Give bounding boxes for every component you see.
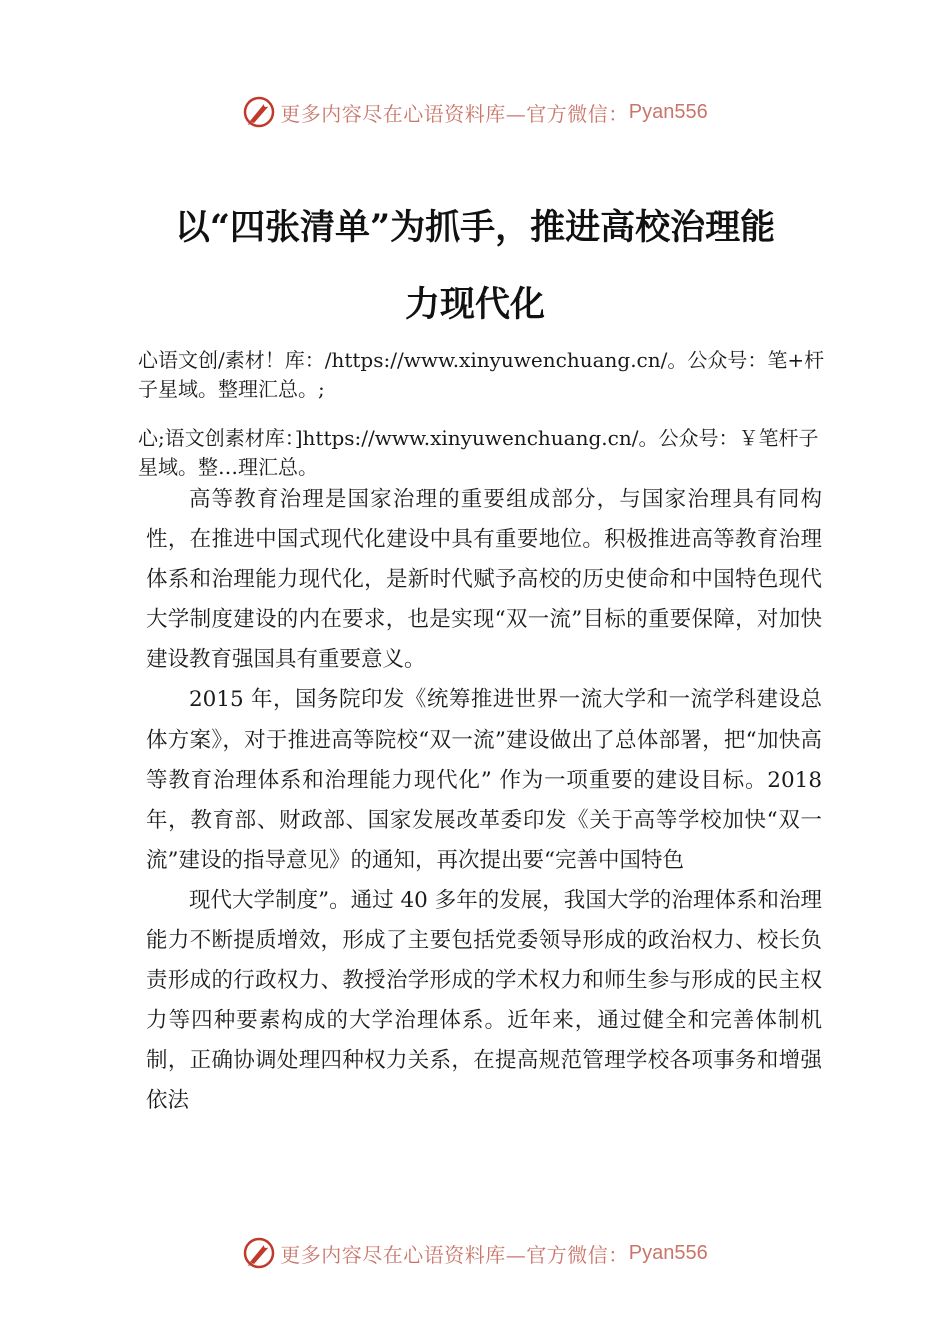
pen-logo-icon bbox=[242, 95, 276, 129]
header-banner bbox=[0, 92, 950, 132]
source-line-2: 心;语文创素材库：]https://www.xinyuwenchuang.cn/。公众号：￥笔杆子星域。整…理汇总。 bbox=[138, 426, 819, 479]
pen-logo-icon bbox=[242, 1236, 276, 1270]
paragraph-3: 现代大学制度”。通过 40 多年的发展，我国大学的治理体系和治理能力不断提质增效，形成了主要包括党委领导形成的政治权力、校长负责形成的行政权力、教授治学形成的学术权力和师生参与形成的民主权力等四种要素构成的大学治理体系。近年来，通过健全和完善体制机制，正确协调处理四种权力关系，在提高规范管理学校各项事务和增强依法 bbox=[146, 887, 822, 1114]
banner-wechat-id: Pyan556 bbox=[628, 1241, 708, 1264]
banner-text: 更多内容尽在心语资料库—官方微信： bbox=[280, 1242, 629, 1267]
source-line-1: 心语文创/素材！库：/https://www.xinyuwenchuang.cn/。公众号：笔+杆子星域。整理汇总。; bbox=[138, 348, 825, 401]
document-title-line-1: 以“四张清单”为抓手，推进高校治理能 bbox=[174, 207, 776, 248]
paragraph-2: 2015 年，国务院印发《统筹推进世界一流大学和一流学科建设总体方案》，对于推进高等院校“双一流”建设做出了总体部署，把“加快高等教育治理体系和治理能力现代化” 作为一项重要的建设目标。2018 年，教育部、财政部、国家发展改革委印发《关于高等学校加快“双一流”建设的指导意见》的通知，再次提出要“完善中国特色 bbox=[146, 687, 822, 873]
banner-wechat-id: Pyan556 bbox=[628, 100, 708, 123]
document-title-line-2: 力现代化 bbox=[404, 284, 545, 325]
paragraph-1: 高等教育治理是国家治理的重要组成部分，与国家治理具有同构性，在推进中国式现代化建设中具有重要地位。积极推进高等教育治理体系和治理能力现代化，是新时代赋予高校的历史使命和中国特色现代大学制度建设的内在要求，也是实现“双一流”目标的重要保障，对加快建设教育强国具有重要意义。 bbox=[146, 487, 822, 673]
footer-banner bbox=[0, 1233, 950, 1273]
document-body bbox=[146, 480, 822, 1122]
banner-text: 更多内容尽在心语资料库—官方微信： bbox=[280, 101, 629, 126]
